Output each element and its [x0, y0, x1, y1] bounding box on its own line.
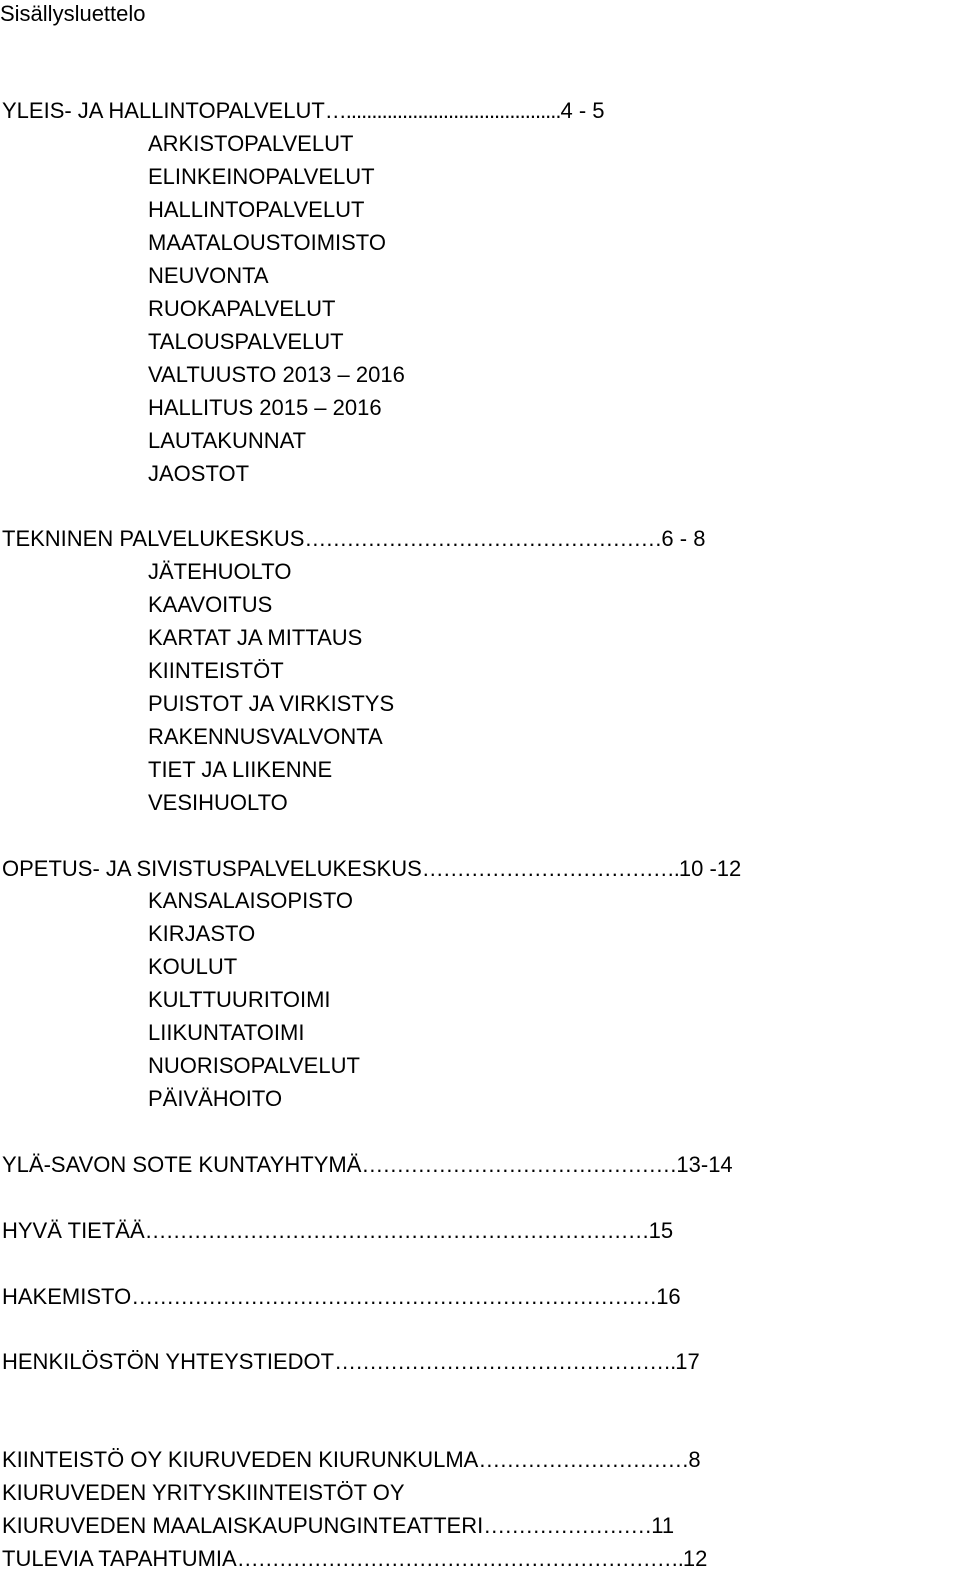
toc-subitem[interactable]: KOULUT — [148, 954, 238, 979]
toc-page-number: 6 - 8 — [661, 526, 706, 551]
toc-entry[interactable] — [2, 1348, 700, 1376]
toc-page-number: 10 -12 — [678, 856, 742, 881]
toc-leader: …………………………………………. — [334, 1349, 676, 1374]
toc-subitem[interactable]: MAATALOUSTOIMISTO — [148, 230, 386, 255]
toc-page-number: 15 — [648, 1218, 674, 1243]
toc-subitem[interactable]: KIINTEISTÖT — [148, 658, 284, 683]
toc-subitem[interactable]: JÄTEHUOLTO — [148, 559, 292, 584]
toc-subitem[interactable]: HALLITUS 2015 – 2016 — [148, 395, 382, 420]
toc-leader: ………………………………………………………. — [236, 1546, 683, 1571]
toc-entry-label: TULEVIA TAPAHTUMIA — [2, 1546, 237, 1571]
toc-entry-label: KIURUVEDEN MAALAISKAUPUNGINTEATTERI — [2, 1513, 484, 1538]
toc-section-heading[interactable] — [2, 525, 705, 553]
toc-subitem[interactable]: VALTUUSTO 2013 – 2016 — [148, 362, 405, 387]
toc-entry[interactable] — [2, 1151, 733, 1179]
toc-entry[interactable] — [2, 1512, 674, 1540]
toc-entry-label: KIINTEISTÖ OY KIURUVEDEN KIURUNKULMA — [2, 1447, 479, 1472]
toc-page-number: 4 - 5 — [560, 98, 605, 123]
toc-subitem[interactable]: PÄIVÄHOITO — [148, 1086, 283, 1111]
toc-subitem[interactable]: PUISTOT JA VIRKISTYS — [148, 691, 395, 716]
toc-subitem[interactable]: RUOKAPALVELUT — [148, 296, 336, 321]
toc-page-number: 13-14 — [676, 1152, 733, 1177]
toc-section-heading[interactable] — [2, 855, 741, 883]
toc-entry[interactable] — [2, 1446, 701, 1474]
toc-subitem[interactable]: KAAVOITUS — [148, 592, 273, 617]
toc-leader: ………………………… — [478, 1447, 689, 1472]
toc-entry[interactable] — [2, 1545, 707, 1573]
toc-entry-label: HAKEMISTO — [2, 1284, 132, 1309]
page-title: Sisällysluettelo — [0, 1, 146, 26]
toc-entry[interactable] — [2, 1479, 405, 1507]
toc-section-heading[interactable] — [2, 97, 605, 125]
toc-section-label: OPETUS- JA SIVISTUSPALVELUKESKUS — [2, 856, 422, 881]
toc-subitem[interactable]: JAOSTOT — [148, 461, 250, 486]
toc-subitem[interactable]: ELINKEINOPALVELUT — [148, 164, 375, 189]
toc-entry[interactable] — [2, 1217, 673, 1245]
toc-leader: ………………………………………………………………… — [131, 1284, 657, 1309]
toc-subitem[interactable]: NEUVONTA — [148, 263, 269, 288]
toc-subitem[interactable]: LIIKUNTATOIMI — [148, 1020, 305, 1045]
toc-page-number: 16 — [656, 1284, 681, 1309]
toc-leader: ……………………………………… — [361, 1152, 677, 1177]
toc-entry-label: HENKILÖSTÖN YHTEYSTIEDOT — [2, 1349, 335, 1374]
toc-section-label: YLEIS- JA HALLINTOPALVELUT — [2, 98, 325, 123]
toc-leader: …………………… — [483, 1513, 652, 1538]
toc-subitem[interactable]: KULTTUURITOIMI — [148, 987, 331, 1012]
toc-page-number: 11 — [651, 1513, 675, 1538]
toc-subitem[interactable]: TALOUSPALVELUT — [148, 329, 344, 354]
toc-leader: …………………………………………… — [304, 526, 662, 551]
toc-entry-label: YLÄ-SAVON SOTE KUNTAYHTYMÄ — [2, 1152, 362, 1177]
toc-subitem[interactable]: KIRJASTO — [148, 921, 256, 946]
toc-subitem[interactable]: LAUTAKUNNAT — [148, 428, 307, 453]
toc-subitem[interactable]: KANSALAISOPISTO — [148, 888, 354, 913]
toc-entry-label: HYVÄ TIETÄÄ — [2, 1218, 145, 1243]
toc-page-number: 8 — [688, 1447, 701, 1472]
toc-subitem[interactable]: TIET JA LIIKENNE — [148, 757, 333, 782]
toc-subitem[interactable]: HALLINTOPALVELUT — [148, 197, 365, 222]
toc-page-number: 17 — [675, 1349, 700, 1374]
toc-leader: ………………………………. — [421, 856, 679, 881]
toc-subitem[interactable]: RAKENNUSVALVONTA — [148, 724, 383, 749]
toc-leader: ……………………………………………………………… — [144, 1218, 649, 1243]
toc-subitem[interactable]: ARKISTOPALVELUT — [148, 131, 354, 156]
toc-subitem[interactable]: KARTAT JA MITTAUS — [148, 625, 363, 650]
toc-section-label: TEKNINEN PALVELUKESKUS — [2, 526, 305, 551]
toc-leader: ….......................................... — [324, 98, 561, 123]
toc-subitem[interactable]: VESIHUOLTO — [148, 790, 288, 815]
toc-entry[interactable] — [2, 1283, 681, 1311]
toc-page-number: 12 — [682, 1546, 708, 1571]
toc-entry-label: KIURUVEDEN YRITYSKIINTEISTÖT OY — [2, 1480, 405, 1505]
toc-subitem[interactable]: NUORISOPALVELUT — [148, 1053, 360, 1078]
